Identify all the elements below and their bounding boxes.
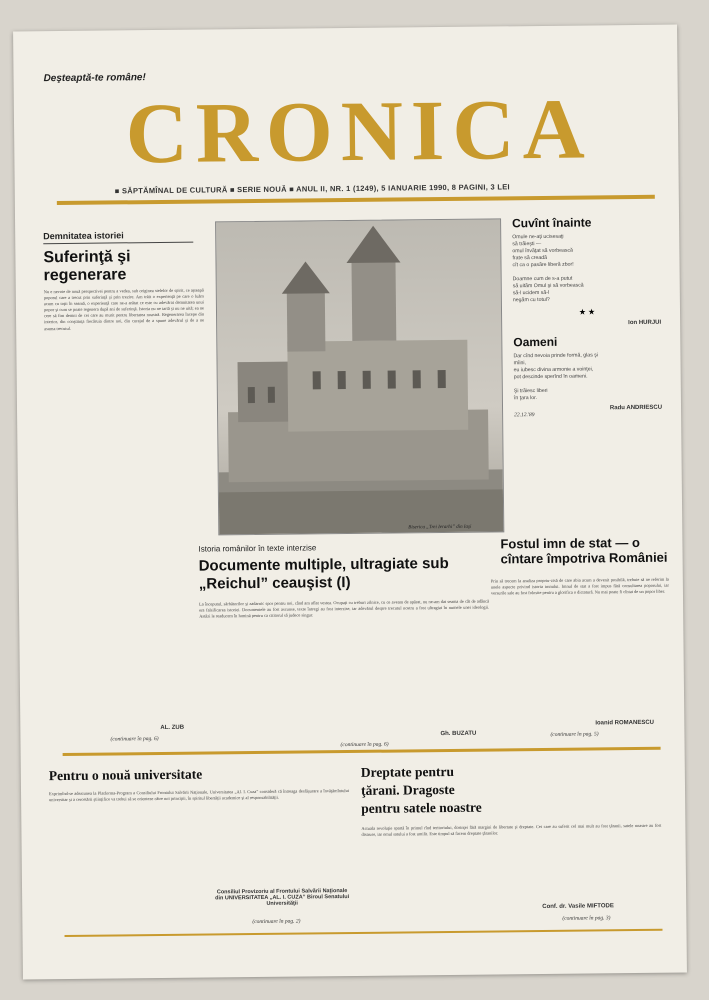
kicker-rule [43,242,193,245]
article2-headline: Documente multiple, ultragiate sub „Reichul” ceauşist (I) [198,554,449,593]
article2-body: La începutul, sărbătorilor şi zadarnic spor pentru noi, când am aflat vestea. Ocupaţi cu treburi zilnice, cu ce aveam de apărat, nu ne-am dat seama de cât de adâncă era falsificarea istoriei. Documentele au fost ascunse, texte întregi au fost interzise, iar adevărul despre trecutul nostru a fost ultragiat în numele unei ideologii. Astăzi le readucem în lumină pentru ca cititorul să judece singur. [199,598,490,619]
article5-signature: Conf. dr. Vasile MIFTODE [542,903,614,911]
masthead-subline: ■ SĂPTĂMÎNAL DE CULTURĂ ■ SERIE NOUĂ ■ ANUL II, NR. 1 (1249), 5 IANUARIE 1990, 8 PAGINI, 3 LEI [114,182,510,196]
article1-headline: Suferinţă şi regenerare [43,248,131,285]
article1-signature: AL. ZUB [160,724,185,731]
box-title2: Oameni [513,334,558,350]
box-title: Cuvînt înainte [512,215,592,231]
section-rule [63,747,661,756]
newspaper-page [13,25,687,980]
article5-continuation: (continuare în pag. 3) [562,915,611,922]
church-photo [215,218,504,535]
bottom-rule [65,929,663,937]
article3-headline: Fostul imn de stat — o cîntare împotriva României [500,534,668,567]
box-stars: ★ ★ [578,307,596,317]
article4-headline: Pentru o nouă universitate [48,766,203,784]
masthead-title: CRONICA [125,80,594,182]
article1-kicker: Demnitatea istoriei [43,230,124,242]
article2-continuation: (continuare în pag. 6) [340,741,389,749]
article1-continuation: (continuare în pag. 6) [110,736,159,743]
box-poem1: Omule ne-aţi ucisesaţi să trăieşti — omul învăţat să vorbească frate să creadă cît ca o pasăre liberă zbor! Doamne cum de s-a putut să uităm Omul şi să vorbească să-l ucidem să-l negăm cu totul? [512,233,584,304]
article5-headline: Dreptate pentru ţărani. Dragoste pentru satele noastre [360,763,482,817]
masthead-rule [57,195,655,205]
article3-continuation: (continuare în pag. 5) [550,731,599,738]
article4-body: Exprimînd-se adeziunea la Platforma-Program a Consiliului Frontului Salvării Naţionale, Universitatea „Al. I. Cuza” consideră că întreaga desfăşurare a învăţămîntului universitar şi a cercetării ştiinţifice va trebui să se orienteze către noi principii, în spiritul libertăţii academice şi al responsabilităţii. [49,788,350,803]
article4-continuation: (continuare în pag. 2) [252,918,301,926]
article3-signature: Ioanid ROMANESCU [595,719,655,727]
box-date: 22.12.'89 [514,412,535,419]
masthead-motto: Deşteaptă-te române! [43,72,146,85]
photo-caption: Biserica „Trei Ierarhi” din Iaşi [408,524,472,531]
box-signature2: Radu ANDRIESCU [609,404,663,412]
box-poem2: Dar cînd nevoia prinde formă, glas şi mîini, eu iubesc divina armonie a voinţei, pot descinde sperînd în oameni. Şi trăiesc liberi în ţara lor. [513,352,598,402]
article1-body: Nu e nevoie de nouă perspectivei pentru a vedea, sub originea stelelor de spirit, ce aşteapă poporul care a trecut prin suferinţă şi prin trezire. Am trăit o experienţă pe care o luăm acum cu toţii în seamă, o experienţă care ne-a arătat ce este cu adevărat demnitatea unui popor şi cum se poate regenera după ani de suferinţă. Istoria nu ne iartă şi nu ne uită; ea ne cere să fim demni de cei care au murit pentru libertatea noastră. Regenerarea începe din interior, din conştiinţa fiecăruia dintre noi, din curajul de a spune adevărul şi de a ne asuma trecutul. [43,287,205,331]
article3-body: Prin să trecem la analiza propriu-zisă de care abia acum a devenit posibilă, trebuie să ne referim la unele aspecte privind istoria imnului. Imnul de stat a fost impus fără consultarea poporului, iar versurile sale au fost folosite pentru a glorifica o dictatură. Nu mai poate fi cîntat de un popor liber. [490,576,669,596]
church-illustration [216,219,503,534]
article2-kicker: Istoria românilor în texte interzise [198,543,317,554]
article4-signature: Consiliul Provizoriu al Frontului Salvării Naţionale din UNIVERSITATEA „AL. I. CUZA” Biroul Senatului Universităţii [215,888,350,907]
article2-signature: Gh. BUZATU [440,730,477,738]
sidebar-box [512,215,663,512]
box-signature1: Ion HURJUI [628,319,662,327]
article5-body: Actuala revoluţie spartă în primul rînd teritoriului, dorinţei fără margini de libertate şi dreptate. Cei care au suferit cel mai mult au fost ţăranii, satele noastre au fost distruse, iar omul satului a fost umilit. Este timpul să facem dreptate ţăranilor. [361,822,662,837]
